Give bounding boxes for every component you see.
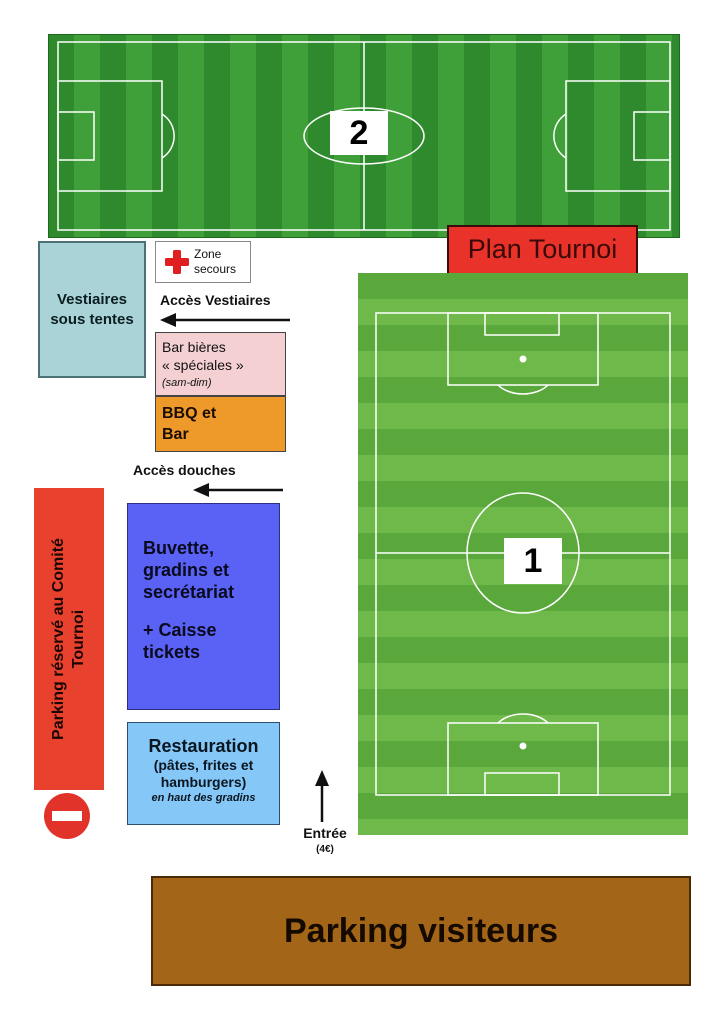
bar-bieres-line2: « spéciales »: [162, 357, 244, 373]
football-field-2: [48, 34, 680, 238]
restauration-zone: [127, 722, 280, 825]
entree-text: Entrée: [303, 825, 347, 841]
arrow-up-icon: [314, 770, 330, 822]
restauration-line2: (pâtes, frites et: [153, 757, 254, 773]
field-1-number: 1: [504, 538, 562, 584]
no-entry-icon: [43, 792, 91, 840]
bbq-bar-zone: [155, 396, 286, 452]
bar-bieres-zone: [155, 332, 286, 396]
restauration-line3: hamburgers): [160, 774, 247, 790]
parking-comite-zone: [34, 488, 104, 790]
buvette-line4: + Caisse: [143, 620, 217, 640]
bar-bieres-note: (sam-dim): [162, 377, 212, 389]
entree-label: [293, 825, 357, 855]
buvette-zone: [127, 503, 280, 710]
zone-secours: [155, 241, 251, 283]
plan-title-line1: Plan Tournoi: [467, 234, 618, 264]
entree-price: (4€): [316, 844, 334, 855]
buvette-line3: secrétariat: [143, 582, 235, 602]
buvette-line5: tickets: [143, 642, 201, 662]
bar-bieres-line1: Bar bières: [162, 339, 226, 355]
restauration-note: en haut des gradins: [151, 792, 256, 804]
parking-visiteurs-zone: Parking visiteurs: [151, 876, 691, 986]
arrow-left-icon: [193, 482, 285, 498]
red-cross-icon: [165, 250, 189, 274]
parking-comite-line2: Tournoi: [70, 609, 87, 669]
vestiaires-line2: sous tentes: [50, 310, 134, 328]
bbq-line1: BBQ et: [162, 405, 217, 422]
buvette-line1: Buvette,: [143, 538, 215, 558]
acces-douches-label: Accès douches: [133, 462, 236, 478]
bbq-line2: Bar: [162, 426, 189, 443]
football-field-1: [358, 273, 688, 835]
field-2-number: 2: [330, 111, 388, 155]
vestiaires-zone: [38, 241, 146, 378]
acces-vestiaires-label: Accès Vestiaires: [160, 292, 271, 308]
buvette-line2: gradins et: [143, 560, 230, 580]
vestiaires-line1: Vestiaires: [56, 290, 128, 308]
parking-comite-line1: Parking réservé au Comité: [50, 538, 67, 740]
arrow-left-icon: [160, 312, 292, 328]
zone-secours-line2: secours: [194, 262, 237, 276]
restauration-title: Restauration: [148, 736, 259, 756]
zone-secours-line1: Zone: [194, 247, 222, 261]
